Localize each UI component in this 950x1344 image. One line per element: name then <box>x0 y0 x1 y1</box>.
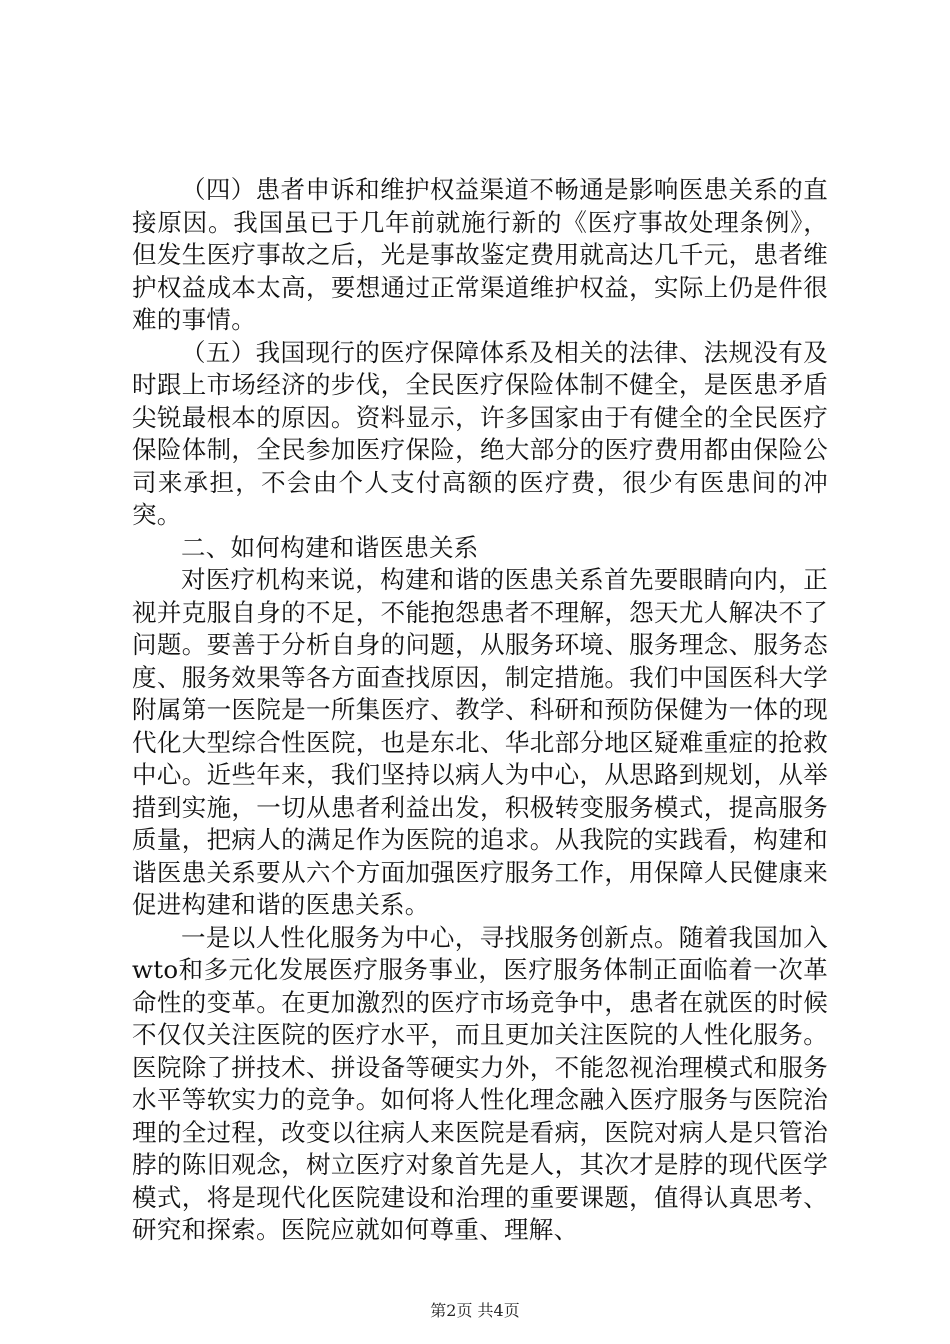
paragraph-hospital-practice: 对医疗机构来说，构建和谐的医患关系首先要眼睛向内，正视并克服自身的不足，不能抱怨患者不理解，怨天尤人解决不了问题。要善于分析自身的问题，从服务环境、服务理念、服务态度、服务效果等各方面查找原因，制定措施。我们中国医科大学附属第一医院是一所集医疗、教学、科研和预防保健为一体的现代化大型综合性医院，也是东北、华北部分地区疑难重症的抢救中心。近些年来，我们坚持以病人为中心，从思路到规划，从举措到实施，一切从患者利益出发，积极转变服务模式，提高服务质量，把病人的满足作为医院的追求。从我院的实践看，构建和谐医患关系要从六个方面加强医疗服务工作，用保障人民健康来促进构建和谐的医患关系。 <box>132 565 828 919</box>
page-number-footer: 第2页 共4页 <box>430 1301 520 1320</box>
section-heading-harmonious-relations: 二、如何构建和谐医患关系 <box>181 532 479 562</box>
paragraph-humanized-service: 一是以人性化服务为中心，寻找服务创新点。随着我国加入wto和多元化发展医疗服务事业，医疗服务体制正面临着一次革命性的变革。在更加激烈的医疗市场竞争中，患者在就医的时候不仅仅关注医院的医疗水平，而且更加关注医院的人性化服务。医院除了拼技术、拼设备等硬实力外，不能忽视治理模式和服务水平等软实力的竞争。如何将人性化理念融入医疗服务与医院治理的全过程，改变以往病人来医院是看病，医院对病人是只管治脖的陈旧观念，树立医疗对象首先是人，其次才是脖的现代医学模式，将是现代化医院建设和治理的重要课题，值得认真思考、研究和探索。医院应就如何尊重、理解、 <box>132 922 828 1244</box>
paragraph-medical-insurance: （五）我国现行的医疗保障体系及相关的法律、法规没有及时跟上市场经济的步伐，全民医疗保险体制不健全，是医患矛盾尖锐最根本的原因。资料显示，许多国家由于有健全的全民医疗保险体制，全民参加医疗保险，绝大部分的医疗费用都由保险公司来承担，不会由个人支付高额的医疗费，很少有医患间的冲突。 <box>132 337 828 529</box>
document-body <box>132 174 828 1247</box>
paragraph-complaint-channels: （四）患者申诉和维护权益渠道不畅通是影响医患关系的直接原因。我国虽已于几年前就施行新的《医疗事故处理条例》，但发生医疗事故之后，光是事故鉴定费用就高达几千元，患者维护权益成本太高，要想通过正常渠道维护权益，实际上仍是件很难的事情。 <box>132 175 828 334</box>
